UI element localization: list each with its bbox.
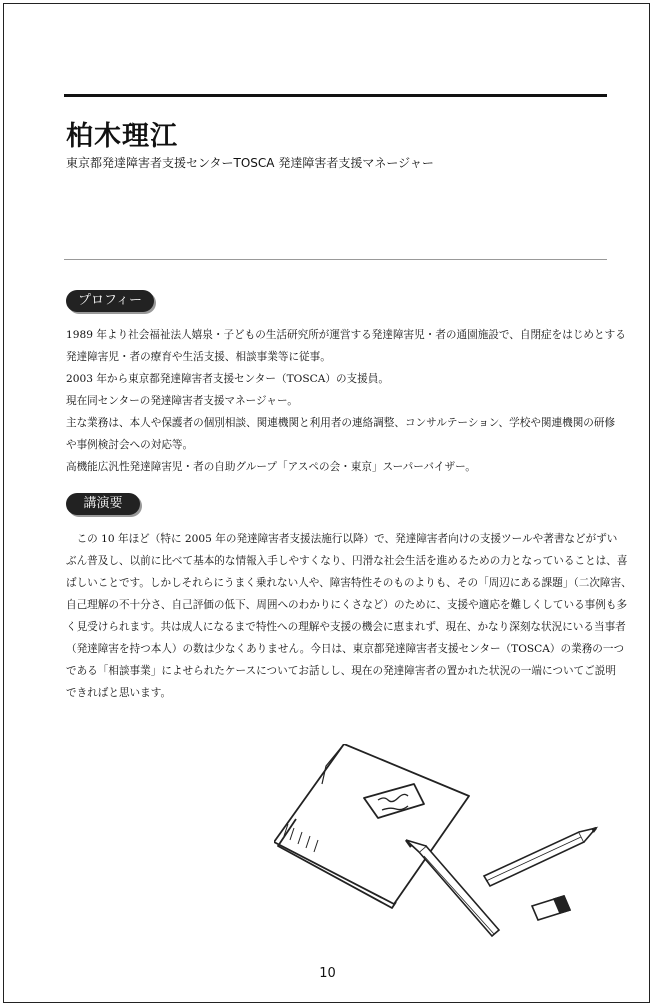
summary-line: ばしいことです。しかしそれらにうまく乗れない人や、障害特性そのものよりも、その「周辺にある課題」（二次障害、 [66,577,632,589]
speaker-title: 東京都発達障害者支援センターTOSCA 発達障害者支援マネージャー [66,156,434,170]
document-page [3,3,650,1003]
profile-line: 2003 年から東京都発達障害者支援センター（TOSCA）の支援員。 [66,373,389,385]
summary-line: である「相談事業」によせられたケースについてお話しし、現在の発達障害者の置かれた状況の一端についてご説明 [66,665,616,677]
notebook-icon [274,744,469,908]
profile-line: 1989 年より社会福祉法人嬉泉・子どもの生活研究所が運営する発達障害児・者の通園施設で、自閉症をはじめとする [66,329,626,341]
profile-heading: プロフィール [66,290,154,312]
summary-line: 自己理解の不十分さ、自己評価の低下、周囲へのわかりにくさなど）のために、支援や適応を難しくしている事例も多 [66,599,628,611]
header-rule [64,94,607,97]
speaker-name: 柏木理江 [66,121,178,152]
page-number: 10 [319,966,336,981]
section-divider [64,259,607,260]
pencil-icon [484,828,596,886]
summary-line: （発達障害を持つ本人）の数は少なくありません。今日は、東京都発達障害者支援センター（TOSCA）の業務の一つ [66,643,625,655]
profile-line: 現在同センターの発達障害者支援マネージャー。 [66,395,298,407]
summary-heading: 講演要旨 [66,493,140,515]
stationery-illustration [274,744,604,944]
profile-line: 発達障害児・者の療育や生活支援、相談事業等に従事。 [66,351,331,363]
summary-line: ぶん普及し、以前に比べて基本的な情報入手しやすくなり、円滑な社会生活を進めるための力となっていることは、喜 [66,555,628,567]
summary-line: この 10 年ほど（特に 2005 年の発達障害者支援法施行以降）で、発達障害者向けの支援ツールや著書などがずい [66,533,618,545]
summary-line: く見受けられます。共は成人になるまで特性への理解や支援の機会に恵まれず、現在、かなり深刻な状況にいる当事者 [66,621,626,633]
profile-line: 主な業務は、本人や保護者の個別相談、関連機関と利用者の連絡調整、コンサルテーション、学校や関連機関の研修 [66,417,616,429]
profile-line: 高機能広汎性発達障害児・者の自助グループ「アスペの会・東京」スーパーバイザー。 [66,461,476,473]
profile-text [66,324,626,478]
eraser-icon [532,896,570,920]
summary-line: できればと思います。 [66,687,172,699]
summary-text [66,528,632,704]
profile-line: や事例検討会への対応等。 [66,439,194,451]
